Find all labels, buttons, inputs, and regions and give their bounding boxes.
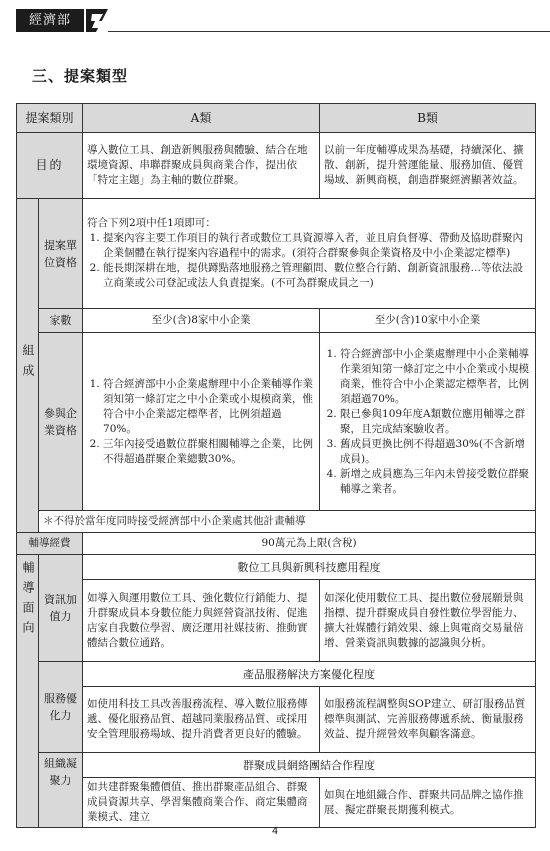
dept-label: 經濟部 <box>16 9 84 32</box>
unit-item-1: 1. 提案內容主要工作項目的執行者或數位工具資源導入者，並且肩負督導、帶動及協助群聚內企業個體在執行提案內容過程中的需求。(須符合群聚參與企業資格及中小企業認定標準) <box>103 231 531 261</box>
aspect-a-2: 如使用科技工具改善服務流程、導入數位服務傳遞、優化服務品質、超越同業服務品質、或採用安全管理服務場域、提升消費者更良好的體驗。 <box>83 687 320 753</box>
enterprise-b-item-3: 3. 舊成員更換比例不得超過30%(不含新增成員)。 <box>340 437 531 467</box>
proposal-type-table <box>16 103 536 828</box>
purpose-b: 以前一年度輔導成果為基礎，持續深化、擴散、創新，提升營運能量、服務加值、優質場域、新興商模，創造群聚經濟顯著效益。 <box>320 133 536 199</box>
count-b: 至少(含)10家中小企業 <box>320 309 536 333</box>
enterprise-row <box>17 333 536 511</box>
aspect-a-1: 如導入與運用數位工具、強化數位行銷能力、提升群聚成員本身數位能力與經營資訊技術、促進店家自我數位學習、廣泛運用社媒技術、推動實體結合數位通路。 <box>83 580 320 662</box>
aspect-heading-2: 產品服務解決方案優化程度 <box>83 662 536 687</box>
enterprise-a <box>83 333 320 511</box>
aspect-heading-row <box>17 555 536 580</box>
aspect-heading-3: 群聚成員網絡團結合作程度 <box>83 753 536 778</box>
aspects-label <box>17 555 39 828</box>
aspect-b-2: 如服務流程調整與SOP建立、研訂服務品質標準與測試、完善服務傳遞系統、衡量服務效益、提升經營效率與顧客滿意。 <box>320 687 536 753</box>
aspect-content-row <box>17 687 536 753</box>
table-header-row <box>17 104 536 133</box>
aspect-label-2: 服務優化力 <box>39 662 83 753</box>
funding-label: 輔導經費 <box>17 533 83 555</box>
unit-intro: 符合下列2項中任1項即可： <box>87 217 216 229</box>
composition-label <box>17 199 39 533</box>
header-category: 提案類別 <box>17 104 83 133</box>
aspect-heading-row <box>17 753 536 778</box>
purpose-label: 目的 <box>17 133 83 199</box>
enterprise-b <box>320 333 536 511</box>
enterprise-b-item-4: 4. 新增之成員應為三年內未曾接受數位群聚輔導之業者。 <box>340 467 531 497</box>
funding-row <box>17 533 536 555</box>
header-type-b: B類 <box>320 104 536 133</box>
purpose-row <box>17 133 536 199</box>
unit-label: 提案單位資格 <box>39 199 83 309</box>
unit-row <box>17 199 536 309</box>
aspect-heading-row <box>17 662 536 687</box>
ministry-logo-icon <box>86 9 108 32</box>
aspects-label-text: 輔導面向 <box>21 561 35 641</box>
funding-value: 90萬元為上限(含稅) <box>83 533 536 555</box>
section-title: 三、提案類型 <box>32 67 129 85</box>
header-type-a: A類 <box>83 104 320 133</box>
enterprise-b-item-1: 1. 符合經濟部中小企業處辦理中小企業輔導作業須知第一條訂定之中小企業或小規模商業，惟符合中小企業認定標準者，比例須超過70%。 <box>340 347 531 407</box>
aspect-label-3: 組織凝聚力 <box>39 753 83 828</box>
aspect-content-row <box>17 778 536 828</box>
enterprise-a-item-1: 1. 符合經濟部中小企業處辦理中小企業輔導作業須知第一條訂定之中小企業或小規模商業，惟符合中小企業認定標準者，比例須超過70%。 <box>103 377 315 437</box>
aspect-label-1: 資訊加值力 <box>39 555 83 662</box>
aspect-b-1: 如深化使用數位工具、提出數位發展願景與指標、提升群聚成員自發性數位學習能力、擴大社媒體行銷效果、線上與電商交易量倍增、營業資訊與數據的認識與分析。 <box>320 580 536 662</box>
count-label: 家數 <box>39 309 83 333</box>
aspect-a-3: 如共建群聚集體價值、推出群聚產品組合、群聚成員資源共享、學習集體商業合作、商定集體商業模式、建立 <box>83 778 320 828</box>
unit-item-2: 2. 能長期深耕在地，提供蹲點落地服務之管理顧問、數位整合行銷、創新資訊服務…等依法設立商業或公司登記或法人負責提案。(不可為群聚成員之一) <box>103 261 531 291</box>
enterprise-a-item-2: 2. 三年內接受過數位群聚相關輔導之企業，比例不得超過群聚企業總數30%。 <box>103 437 315 467</box>
purpose-a: 導入數位工具、創造新興服務與體驗、結合在地環境資源、串聯群聚成員與商業合作，提出依「特定主題」為主軸的數位群聚。 <box>83 133 320 199</box>
header-bar <box>0 0 550 38</box>
count-a: 至少(含)8家中小企業 <box>83 309 320 333</box>
header-rule <box>108 31 550 32</box>
note-row <box>17 511 536 533</box>
page-number: 4 <box>271 826 279 837</box>
aspect-heading-1: 數位工具與新興科技應用程度 <box>83 555 536 580</box>
unit-content <box>83 199 536 309</box>
aspect-b-3: 如與在地組織合作、群聚共同品牌之協作推展、擬定群聚長期獲利模式。 <box>320 778 536 828</box>
composition-label-text: 組成 <box>21 343 35 384</box>
enterprise-label: 參與企業資格 <box>39 333 83 511</box>
note-text: ＊不得於當年度同時接受經濟部中小企業處其他計畫輔導 <box>39 511 536 533</box>
aspect-content-row <box>17 580 536 662</box>
enterprise-b-item-2: 2. 限已參與109年度A類數位應用輔導之群聚，且完成結案驗收者。 <box>340 407 531 437</box>
count-row <box>17 309 536 333</box>
